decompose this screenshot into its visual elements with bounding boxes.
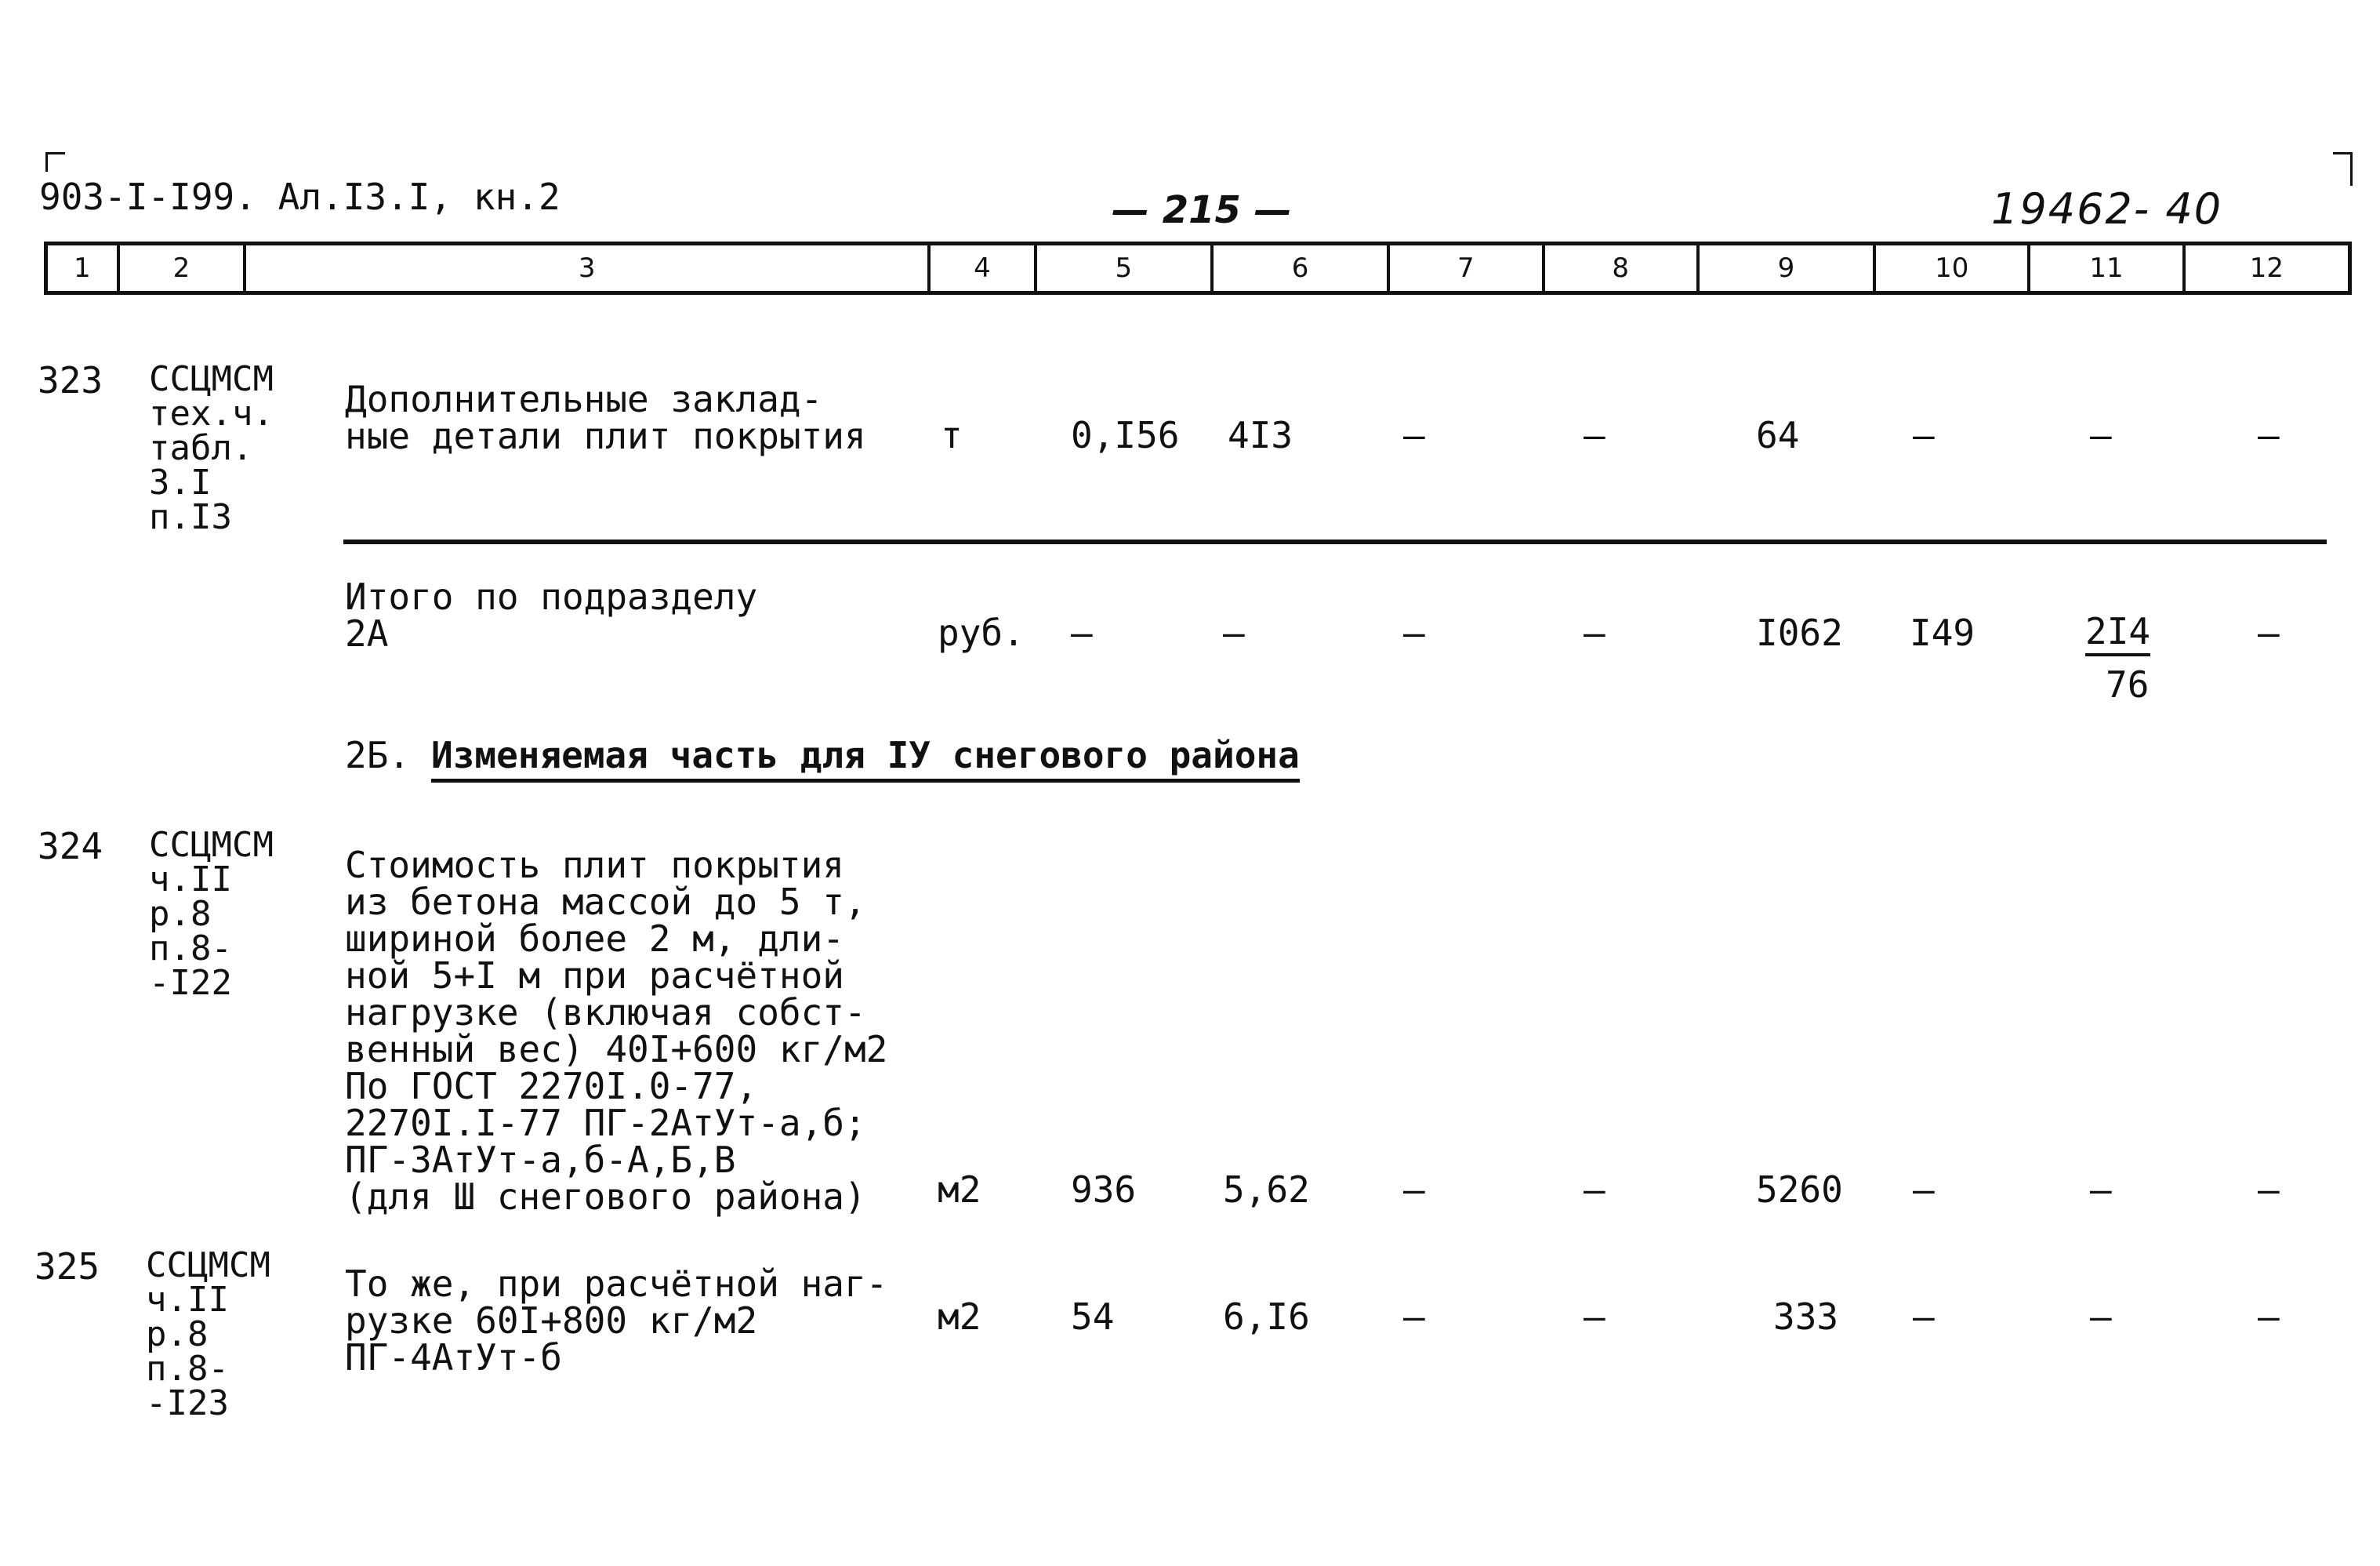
row-324-description: Стоимость плит покрытия из бетона массой до 5 т, шириной более 2 м, дли- ной 5+I м при расчётной нагрузке (включая собст- венный вес) 40I+600 кг/м2 По ГОСТ 2270I.0-77, 2270I.I-77 ПГ-2АтУт-а,б; ПГ-3АтУт-а,б-А,Б,В (для Ш снегового района) [345, 844, 888, 1218]
col-header-9: 9 [1700, 245, 1876, 291]
row-325-col12: – [2258, 1295, 2280, 1338]
row-325-description: То же, при расчётной наг- рузке 60I+800 кг/м2 ПГ-4АтУт-б [345, 1263, 888, 1379]
col-header-6: 6 [1214, 245, 1390, 291]
row-325-col11: – [2090, 1295, 2112, 1338]
subtotal-col5: – [1071, 612, 1093, 654]
row-324-col11: – [2090, 1168, 2112, 1211]
row-325-col7: – [1403, 1295, 1425, 1338]
subtotal-col9: I062 [1756, 612, 1843, 654]
corner-mark-left [45, 152, 65, 172]
row-324-col10: – [1913, 1168, 1935, 1211]
subtotal-col7: – [1403, 612, 1425, 654]
section-prefix: 2Б. [345, 734, 411, 776]
col-header-4: 4 [931, 245, 1037, 291]
subtotal-unit: руб. [938, 612, 1025, 654]
row-325-source: ССЦМСМ ч.II р.8 п.8- -I23 [146, 1245, 270, 1423]
col-header-5: 5 [1037, 245, 1214, 291]
row-323-col9: 64 [1756, 414, 1800, 456]
row-324-source: ССЦМСМ ч.II р.8 п.8- -I22 [149, 825, 274, 1003]
row-324-col7: – [1403, 1168, 1425, 1211]
row-323-description: Дополнительные заклад- ные детали плит покрытия [345, 378, 866, 457]
row-324-col9: 5260 [1756, 1168, 1843, 1211]
row-325-col6: 6,I6 [1223, 1295, 1310, 1338]
row-323-col12: – [2258, 414, 2280, 456]
col-header-3: 3 [246, 245, 931, 291]
col-header-10: 10 [1876, 245, 2030, 291]
row-324-col5: 936 [1071, 1168, 1137, 1211]
row-324-col6: 5,62 [1223, 1168, 1310, 1211]
col-header-11: 11 [2030, 245, 2185, 291]
row-323-col6: 4I3 [1228, 414, 1293, 456]
row-325-unit: м2 [938, 1295, 981, 1338]
corner-mark-right [2333, 152, 2353, 186]
subtotal-col8: – [1584, 612, 1605, 654]
row-324-col8: – [1584, 1168, 1605, 1211]
row-323-number: 323 [38, 359, 103, 401]
row-323-col11: – [2090, 414, 2112, 456]
subtotal-col11-numerator: 2I4 [2085, 613, 2150, 656]
subtotal-col6: – [1223, 612, 1245, 654]
row-325-col9: 333 [1773, 1295, 1839, 1338]
column-header-bar [44, 242, 2352, 295]
col-header-1: 1 [48, 245, 120, 291]
handwritten-number: 19462- 40 [1991, 184, 2223, 234]
subtotal-col12: – [2258, 612, 2280, 654]
subtotal-separator-line [343, 540, 2327, 544]
row-324-number: 324 [38, 825, 103, 867]
row-323-source: ССЦМСМ тех.ч. табл. 3.I п.I3 [149, 359, 274, 537]
row-325-number: 325 [34, 1245, 100, 1288]
col-header-7: 7 [1390, 245, 1544, 291]
row-323-col5: 0,I56 [1071, 414, 1180, 456]
row-323-col10: – [1913, 414, 1935, 456]
row-325-col8: – [1584, 1295, 1605, 1338]
subtotal-col10: I49 [1910, 612, 1975, 654]
document-code: 903-I-I99. Ал.I3.I, кн.2 [39, 176, 561, 218]
subtotal-col11-denominator: 76 [2106, 663, 2150, 706]
row-325-col5: 54 [1071, 1295, 1115, 1338]
row-323-unit: т [941, 414, 963, 456]
row-324-col12: – [2258, 1168, 2280, 1211]
subtotal-label: Итого по подразделу 2А [345, 576, 758, 655]
row-325-col10: – [1913, 1295, 1935, 1338]
row-324-unit: м2 [938, 1168, 981, 1211]
col-header-8: 8 [1545, 245, 1700, 291]
row-323-col8: – [1584, 414, 1605, 456]
section-title: Изменяемая часть для IУ снегового района [431, 737, 1300, 783]
col-header-2: 2 [120, 245, 246, 291]
col-header-12: 12 [2249, 253, 2284, 284]
page-number: — 215 — [1112, 188, 1292, 232]
row-323-col7: – [1403, 414, 1425, 456]
